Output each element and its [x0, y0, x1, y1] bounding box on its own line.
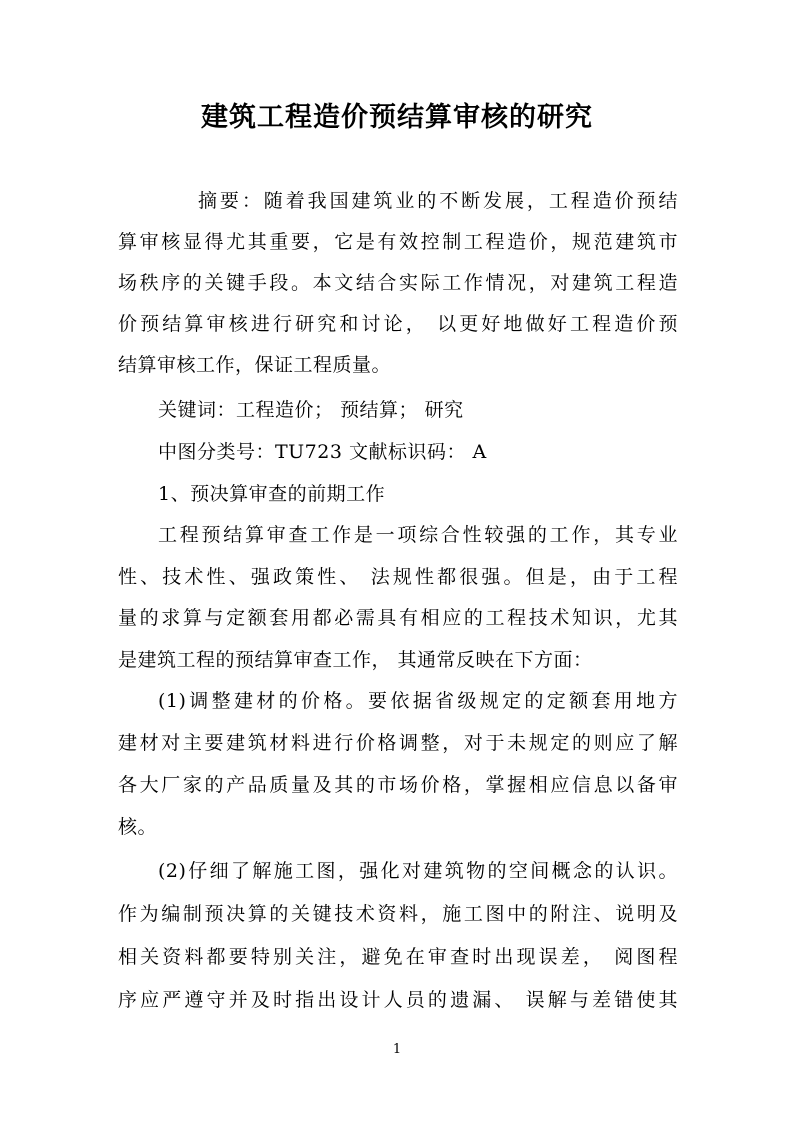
- classification-line: 中图分类号：TU723 文献标识码： A: [158, 441, 487, 463]
- abstract-line-5: 结算审核工作，保证工程质量。: [118, 354, 392, 376]
- item-1-line-2: 建材对主要建筑材料进行价格调整，对于未规定的则应了解: [118, 732, 678, 754]
- item-2-line-1: (2)仔细了解施工图，强化对建筑物的空间概念的认识。: [158, 860, 678, 882]
- paragraph-1-line-1: 工程预结算审查工作是一项综合性较强的工作，其专业: [158, 524, 678, 546]
- item-1-line-4: 核。: [118, 816, 158, 838]
- keywords-line: 关键词：工程造价； 预结算； 研究: [158, 399, 464, 421]
- paragraph-1-line-4: 是建筑工程的预结算审查工作， 其通常反映在下方面：: [118, 649, 593, 671]
- item-2-line-3: 相关资料都要特别关注，避免在审查时出现误差， 阅图程: [118, 946, 678, 968]
- abstract-line-1: 摘要：随着我国建筑业的不断发展，工程造价预结: [198, 190, 678, 212]
- paragraph-1-line-2: 性、技术性、强政策性、 法规性都很强。但是，由于工程: [118, 566, 678, 588]
- document-title: 建筑工程造价预结算审核的研究: [201, 102, 593, 133]
- section-heading-1: 1、预决算审查的前期工作: [158, 483, 386, 505]
- paragraph-1-line-3: 量的求算与定额套用都必需具有相应的工程技术知识，尤其: [118, 607, 678, 629]
- page-number: 1: [392, 1042, 402, 1057]
- abstract-line-3: 场秩序的关键手段。本文结合实际工作情况，对建筑工程造: [118, 272, 678, 294]
- abstract-line-2: 算审核显得尤其重要，它是有效控制工程造价，规范建筑市: [118, 231, 678, 253]
- item-1-line-3: 各大厂家的产品质量及其的市场价格，掌握相应信息以备审: [118, 774, 678, 796]
- item-2-line-2: 作为编制预决算的关键技术资料，施工图中的附注、说明及: [118, 903, 678, 925]
- item-2-line-4: 序应严遵守并及时指出设计人员的遗漏、 误解与差错使其: [118, 989, 678, 1011]
- item-1-line-1: (1)调整建材的价格。要依据省级规定的定额套用地方: [158, 690, 678, 712]
- abstract-line-4: 价预结算审核进行研究和讨论， 以更好地做好工程造价预: [118, 313, 678, 335]
